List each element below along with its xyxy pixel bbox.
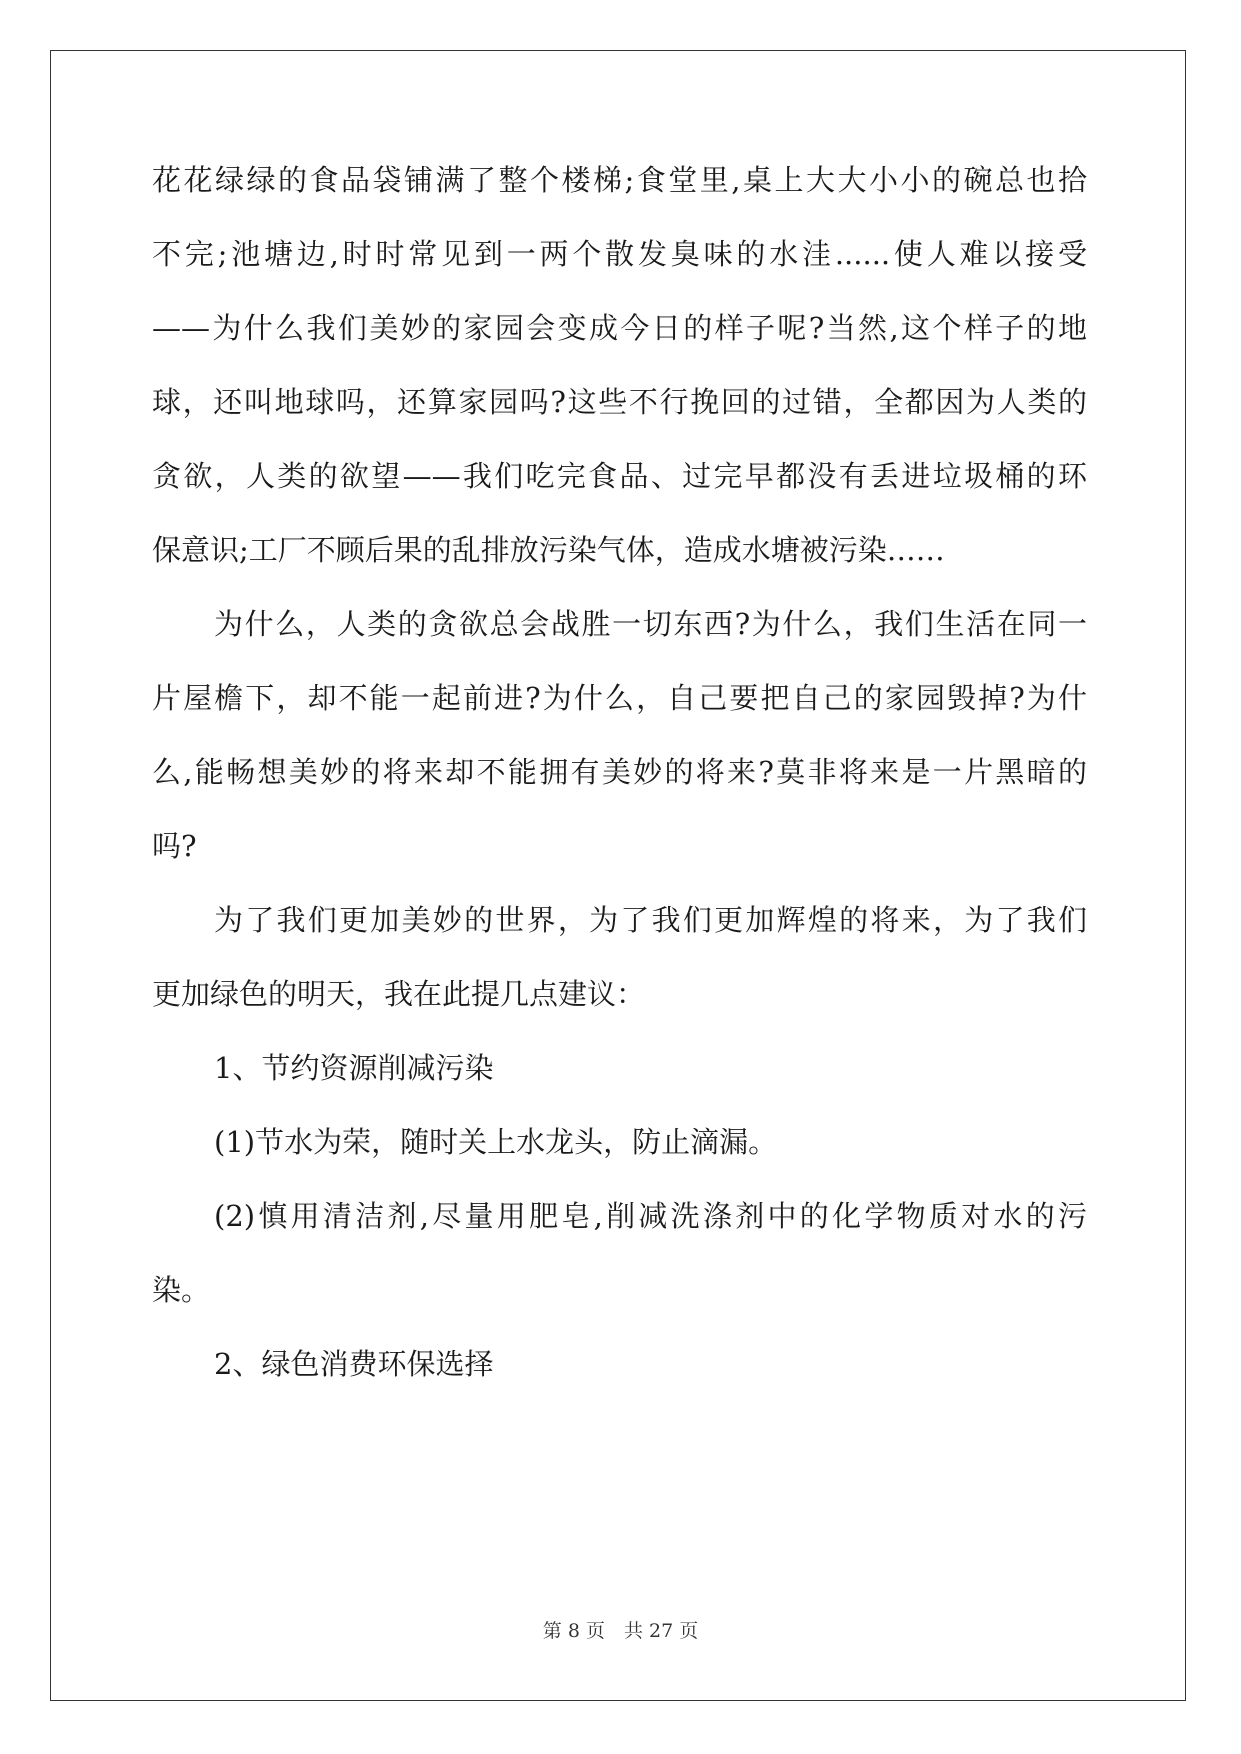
page-border: [50, 50, 1186, 1701]
paragraph-line: 保意识;工厂不顾后果的乱排放污染气体，造成水塘被污染……: [152, 533, 945, 567]
list-item: (1)节水为荣，随时关上水龙头，防止滴漏。: [214, 1125, 778, 1159]
paragraph-line: 么,能畅想美妙的将来却不能拥有美妙的将来?莫非将来是一片黑暗的: [152, 755, 1087, 789]
paragraph-line: 吗?: [152, 829, 197, 863]
paragraph-line: 更加绿色的明天，我在此提几点建议：: [152, 977, 646, 1011]
list-item: (2)慎用清洁剂,尽量用肥皂,削减洗涤剂中的化学物质对水的污: [214, 1199, 1087, 1233]
paragraph-line: 贪欲，人类的欲望——我们吃完食品、过完早都没有丢进垃圾桶的环: [152, 459, 1087, 493]
paragraph-line: ——为什么我们美妙的家园会变成今日的样子呢?当然,这个样子的地: [152, 311, 1087, 345]
section-heading: 1、节约资源削减污染: [214, 1051, 494, 1085]
paragraph-line: 为了我们更加美妙的世界，为了我们更加辉煌的将来，为了我们: [214, 903, 1087, 937]
paragraph-line: 花花绿绿的食品袋铺满了整个楼梯;食堂里,桌上大大小小的碗总也拾: [152, 163, 1087, 197]
paragraph-line: 为什么，人类的贪欲总会战胜一切东西?为什么，我们生活在同一: [214, 607, 1087, 641]
page-number: 第 8 页 共 27 页: [542, 1620, 699, 1642]
paragraph-line: 球，还叫地球吗，还算家园吗?这些不行挽回的过错，全都因为人类的: [152, 385, 1087, 419]
section-heading: 2、绿色消费环保选择: [214, 1347, 494, 1381]
paragraph-line: 染。: [152, 1273, 211, 1307]
paragraph-line: 不完;池塘边,时时常见到一两个散发臭味的水洼......使人难以接受: [152, 237, 1087, 271]
paragraph-line: 片屋檐下，却不能一起前进?为什么，自己要把自己的家园毁掉?为什: [152, 681, 1087, 715]
